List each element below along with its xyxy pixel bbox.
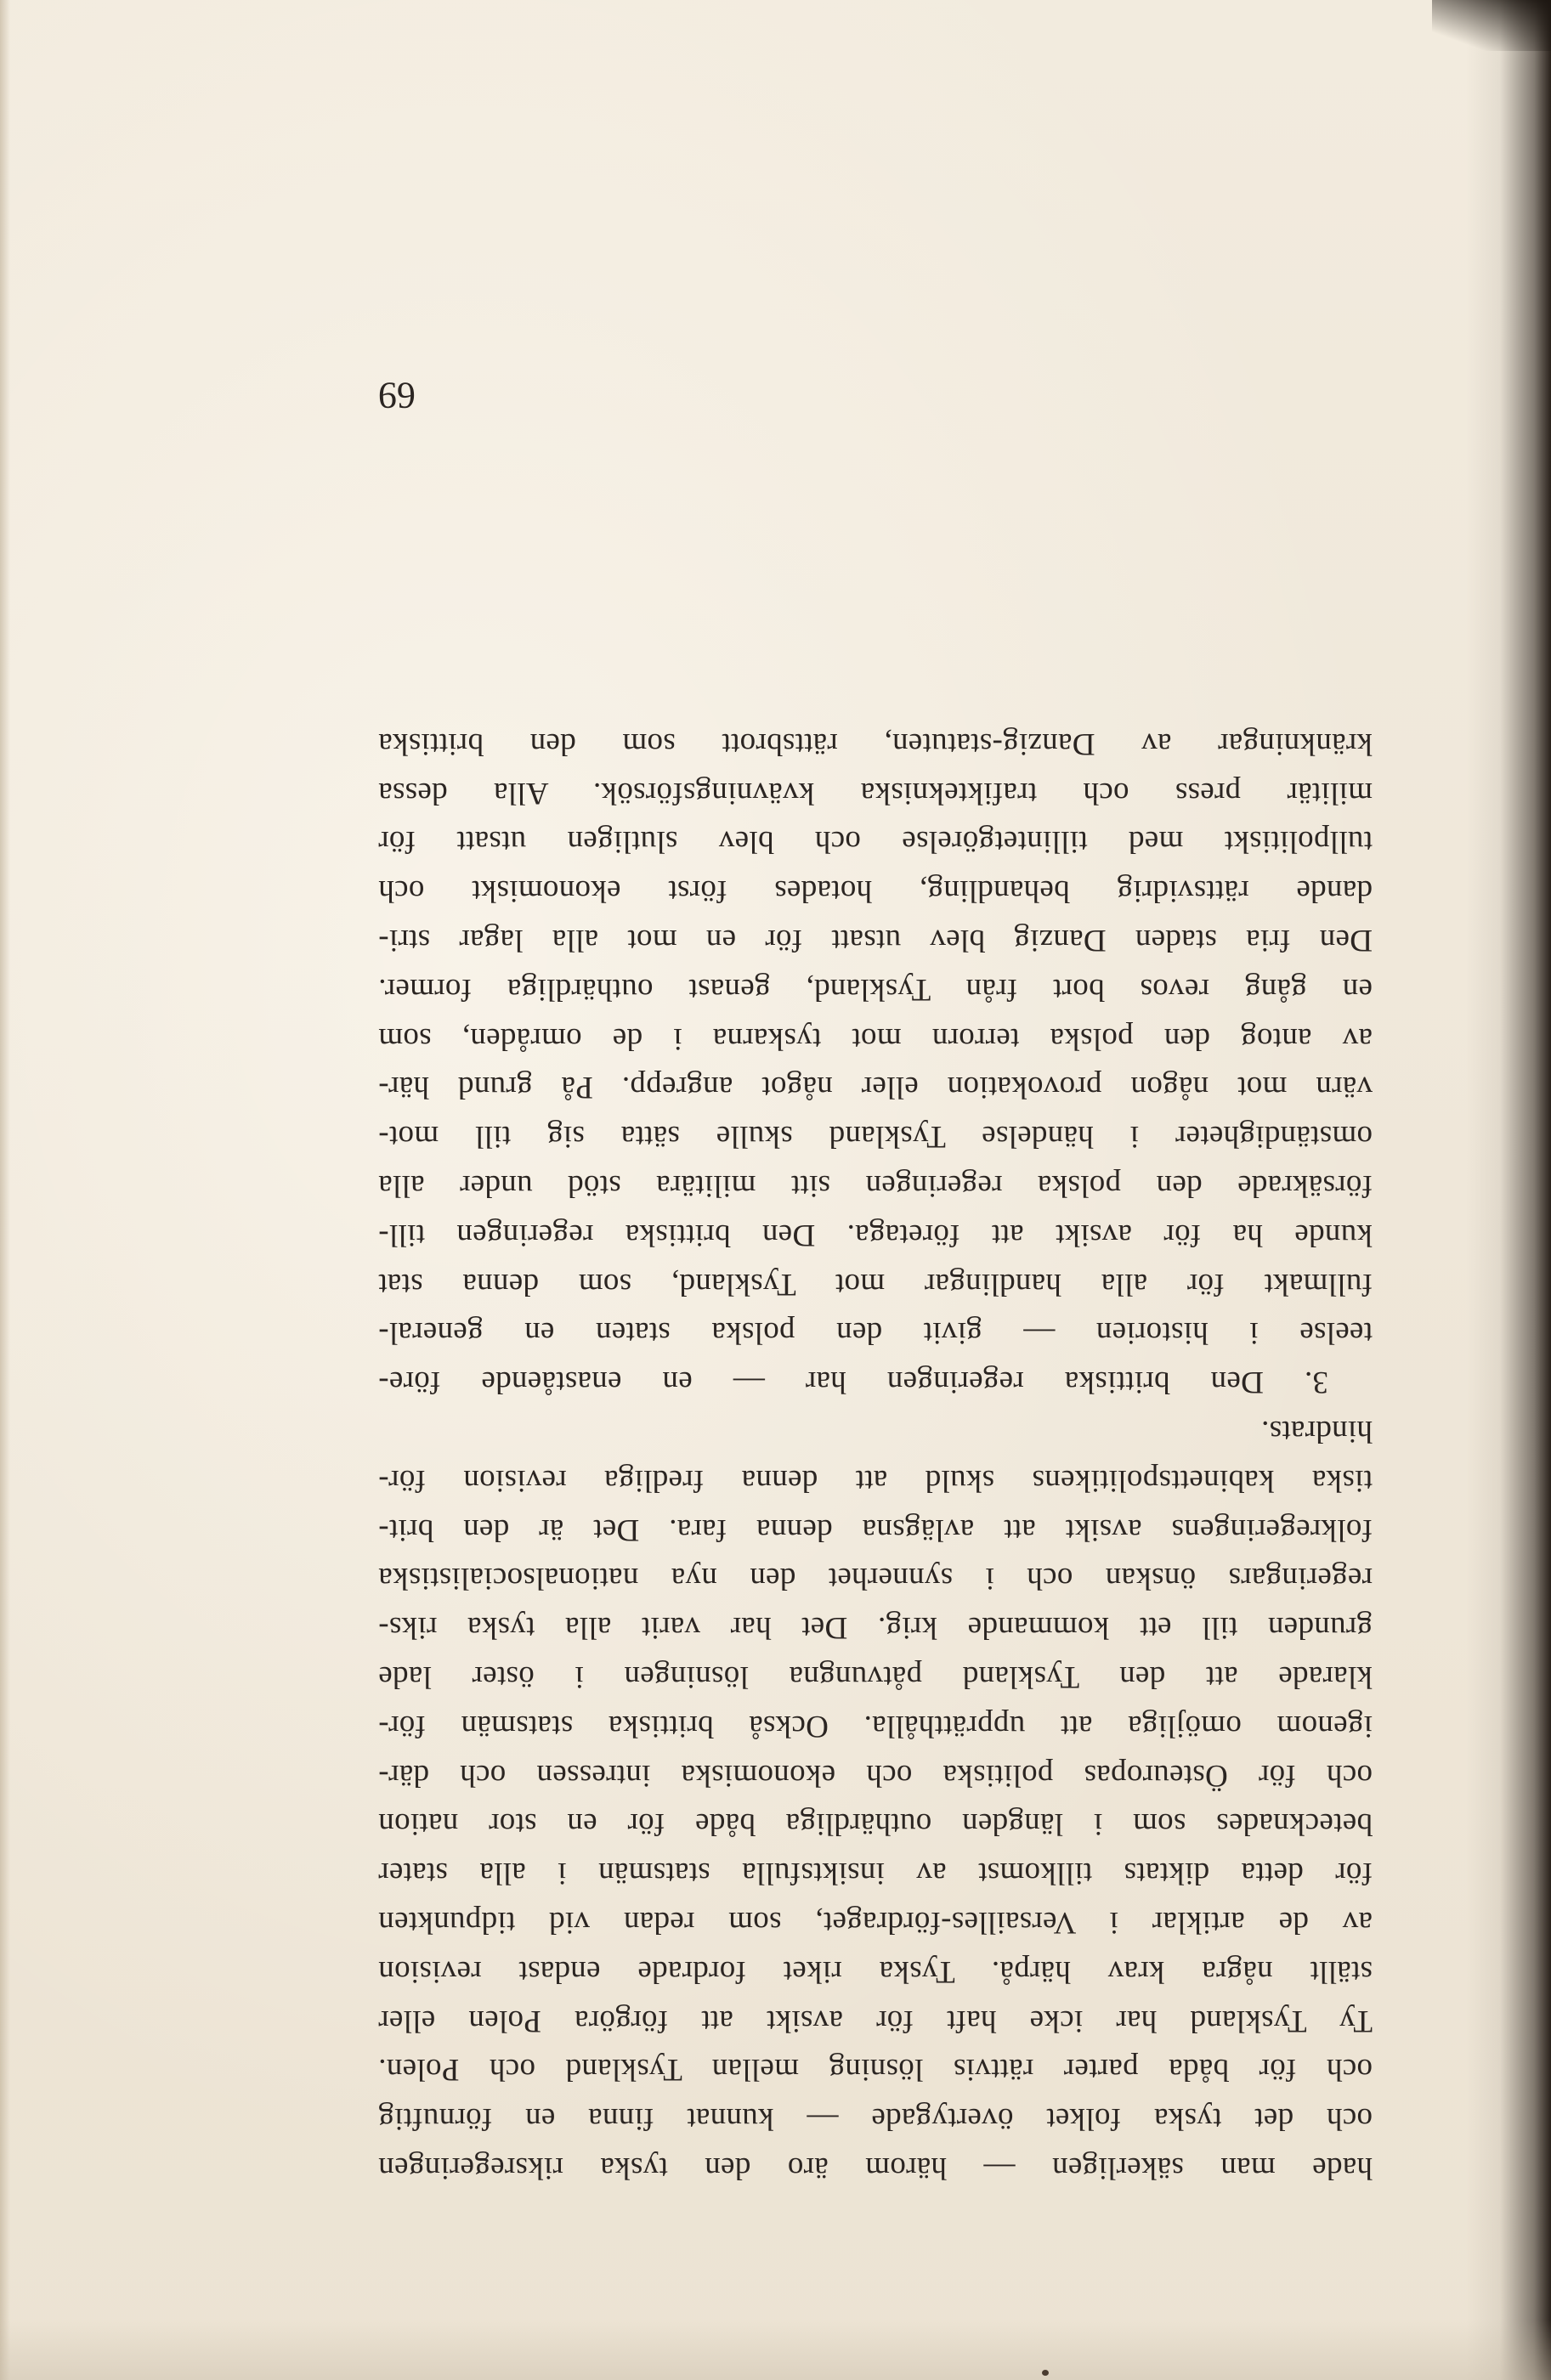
body-text-rotated [378,374,1373,2192]
text-line: ställt några krav härpå. Tyska riket fordrade endast revision [378,1953,1373,1989]
page-left-shadow [0,0,10,2380]
page-bottom-shadow [0,2321,1551,2380]
ink-speck [1042,2370,1049,2376]
text-line: kunde ha för avsikt att företaga. Den brittiska regeringen till- [378,1217,1373,1252]
text-line: igenom omöjliga att upprätthålla. Också brittiska statsmän för- [378,1708,1373,1744]
text-line: av antog den polska terrorn mot tyskarna i de områden, som [378,1020,1373,1056]
text-line: en gång revos bort från Tyskland, genast outhärdliga former. [378,971,1373,1007]
text-line: omständigheter i händelse Tyskland skulle sätta sig till mot- [378,1119,1373,1155]
text-line: Den fria staden Danzig blev utsatt för en mot alla lagar stri- [378,923,1373,958]
page-right-edge-shadow [1466,0,1551,2380]
text-line: tiska kabinettspolitikens skuld att denna fredliga revision för- [378,1462,1373,1498]
text-line: försäkrade den polska regeringen sitt militära stöd under alla [378,1168,1373,1204]
text-line: och för Östeuropas politiska och ekonomiska intressen och där- [378,1757,1373,1793]
paragraph-1 [378,1406,1373,2192]
text-line: kränkningar av Danzig-statuten, rättsbrott som den brittiska [378,726,1373,761]
text-line: 3. Den brittiska regeringen har — en enastående före- [378,1365,1328,1400]
text-line: regeringars önskan och i synnerhet den nya nationalsocialistiska [378,1561,1373,1597]
text-line: militär press och trafiktekniska kvävningsförsök. Alla dessa [378,775,1373,811]
text-line: och för båda parter rättvis lösning mellan Tyskland och Polen. [378,2052,1373,2088]
text-line: folkregeringens avsikt att avlägsna denna fara. Det är den brit- [378,1512,1373,1547]
text-line: hindrats. [1260,1414,1373,1450]
text-line: betecknades som i längden outhärdliga både för en stor nation [378,1806,1373,1842]
text-line: Ty Tyskland har icke haft för avsikt att förgöra Polen eller [378,2003,1373,2038]
text-line: fullmakt för alla handlingar mot Tyskland, som denna stat [378,1266,1373,1302]
text-line: för detta diktats tillkomst av insiktsfulla statsmän i alla stater [378,1856,1373,1891]
text-line: värn mot någon provokation eller något angrepp. På grund här- [378,1070,1373,1105]
page-number: 69 [378,375,416,416]
paragraph-2 [378,719,1373,1406]
text-line: hade man säkerligen — härom äro den tyska riksregeringen [378,2151,1373,2185]
text-line: dande rättsvidrig behandling, hotades först ekonomiskt och [378,873,1373,909]
text-line: grunden till ett kommande krig. Det har varit alla tyska riks- [378,1610,1373,1646]
page-top-right-shadow [1432,0,1551,51]
text-line: teelse i historien — givit den polska staten en general- [378,1315,1373,1351]
text-line: klarade att den Tyskland påtvungna lösningen i öster lade [378,1659,1373,1695]
text-line: tullpolitiskt med tillintetgörelse och blev slutligen utsatt för [378,824,1373,860]
text-line: och det tyska folket övertygade — kunnat finna en förnuftig [378,2101,1373,2137]
text-line: av de artiklar i Versailles-fördraget, som redan vid tidpunkten [378,1905,1373,1941]
